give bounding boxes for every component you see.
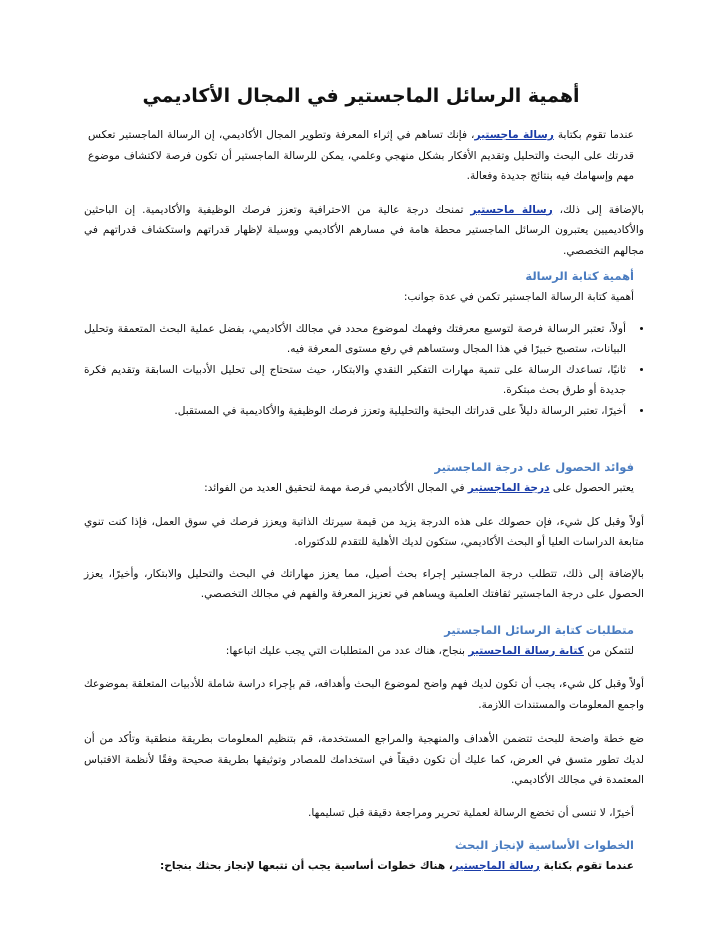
page-title: أهمية الرسائل الماجستير في المجال الأكاديمي xyxy=(142,85,580,107)
intro-p2-text-after: تمنحك درجة عالية من الاحترافية وتعزز فرصك الوظيفية والأكاديمية. إن الباحثين والأكاديميين يعتبرون الرسائل الماجستير محطة هامة في مسارهم الأكاديمي ووسيلة لإظهار قدراتهم واستكشاف قدراتهم في مجالهم التخصصي. xyxy=(84,203,644,257)
benefits-lead-before: يعتبر الحصول على xyxy=(549,482,634,494)
requirements-lead-after: بنجاح، هناك عدد من المتطلبات التي يجب عليك اتباعها: xyxy=(225,644,469,657)
master-thesis-link-3[interactable]: رسالة الماجستير xyxy=(452,860,540,872)
requirements-lead-before: لتتمكن من xyxy=(583,644,634,657)
master-thesis-link-2[interactable]: رسالة ماجستير xyxy=(470,203,553,216)
requirements-lead xyxy=(88,641,634,662)
intro-p1-text-before: عندما تقوم بكتابة xyxy=(553,129,634,141)
steps-heading: الخطوات الأساسية لإنجاز البحث xyxy=(454,838,634,852)
requirements-paragraph-2: ضع خطة واضحة للبحث تتضمن الأهداف والمنهجية والمراجع المستخدمة، قم بتنظيم المعلومات بطريقة منطقية وتأكد من أن لديك تطور متسق في العرض، كما عليك أن تكون دقيقاً في استخدامك للمصادر وتوثيقها بطريقة صحيحة وفقًا لأنظمة الاقتباس المعتمدة في مجالك الأكاديمي. xyxy=(84,733,644,786)
intro-paragraph-2 xyxy=(84,200,644,262)
requirements-paragraph-1: أولاً وقبل كل شيء، يجب أن تكون لديك فهم واضح لموضوع البحث وأهدافه، قم بإجراء دراسة شاملة للأدبيات المتعلقة بموضوعك واجمع المعلومات والمستندات اللازمة. xyxy=(84,678,644,711)
list-item: • ثانيًا، تساعدك الرسالة على تنمية مهارات التفكير النقدي والابتكار، حيث ستحتاج إلى تحليل الأدبيات السابقة وتقديم فكرة جديدة أو طرق بحث مبتكرة. xyxy=(84,360,630,401)
importance-heading: أهمية كتابة الرسالة xyxy=(525,269,634,283)
list-item: • أولاً، تعتبر الرسالة فرصة لتوسيع معرفتك وفهمك لموضوع محدد في مجالك الأكاديمي، بفضل عملية البحث المتعمقة وتحليل البيانات، ستصبح خبيرًا في هذا المجال وستساهم في رفع مستوى المعرفة فيه. xyxy=(84,319,630,360)
benefits-paragraph-2: بالإضافة إلى ذلك، تتطلب درجة الماجستير إجراء بحث أصيل، مما يعزز مهاراتك في البحث والتحليل والابتكار، وأخيرًا، يعزز الحصول على درجة الماجستير ثقافتك العلمية ويساهم في تعزيز المعرفة والفهم في مجالك التخصصي. xyxy=(84,567,644,600)
intro-paragraph-1 xyxy=(88,125,634,187)
benefits-paragraph-1: أولاً وقبل كل شيء، فإن حصولك على هذه الدرجة يزيد من قيمة سيرتك الذاتية ويعزز فرصك في سوق العمل، فإذا كنت تنوي متابعة الدراسات العليا أو البحث الأكاديمي، ستكون لديك الأهلية للتقدم للدكتوراه. xyxy=(84,515,644,548)
steps-lead-after: ، هناك خطوات أساسية يجب أن تتبعها لإنجاز بحثك بنجاح: xyxy=(160,860,453,872)
master-thesis-link[interactable]: رسالة ماجستير xyxy=(474,129,554,141)
requirements-heading: متطلبات كتابة الرسائل الماجستير xyxy=(444,622,634,637)
requirements-paragraph-3: أخيرًا، لا تنسى أن تخضع الرسالة لعملية تحرير ومراجعة دقيقة قبل تسليمها. xyxy=(308,806,634,819)
intro-p2-text-before: بالإضافة إلى ذلك، xyxy=(552,203,644,216)
benefits-lead xyxy=(88,478,634,499)
importance-list xyxy=(84,319,644,422)
write-master-thesis-link[interactable]: كتابة رسالة الماجستير xyxy=(468,644,584,657)
document-page xyxy=(84,0,644,877)
steps-lead-before: عندما تقوم بكتابة xyxy=(539,860,634,872)
benefits-heading: فوائد الحصول على درجة الماجستير xyxy=(434,460,634,474)
steps-lead xyxy=(88,856,634,877)
list-item: • أخيرًا، تعتبر الرسالة دليلاً على قدراتك البحثية والتحليلية وتعزز فرصك الوظيفية والأكاديمية في المستقبل. xyxy=(84,401,630,422)
intro-p1-text-after: ، فإنك تساهم في إثراء المعرفة وتطوير المجال الأكاديمي، إن الرسالة الماجستير تعكس قدرتك على البحث والتحليل وتقديم الأفكار بشكل منهجي وعلمي، يمكن للرسالة الماجستير أن تكون فرصة لاكتشاف موضوع مهم وإسهامك فيه بنتائج جديدة وفعالة. xyxy=(88,129,634,182)
benefits-lead-after: في المجال الأكاديمي فرصة مهمة لتحقيق العديد من الفوائد: xyxy=(204,482,468,494)
master-degree-link[interactable]: درجة الماجستير xyxy=(467,482,550,494)
importance-lead: أهمية كتابة الرسالة الماجستير تكمن في عدة جوانب: xyxy=(403,291,634,303)
